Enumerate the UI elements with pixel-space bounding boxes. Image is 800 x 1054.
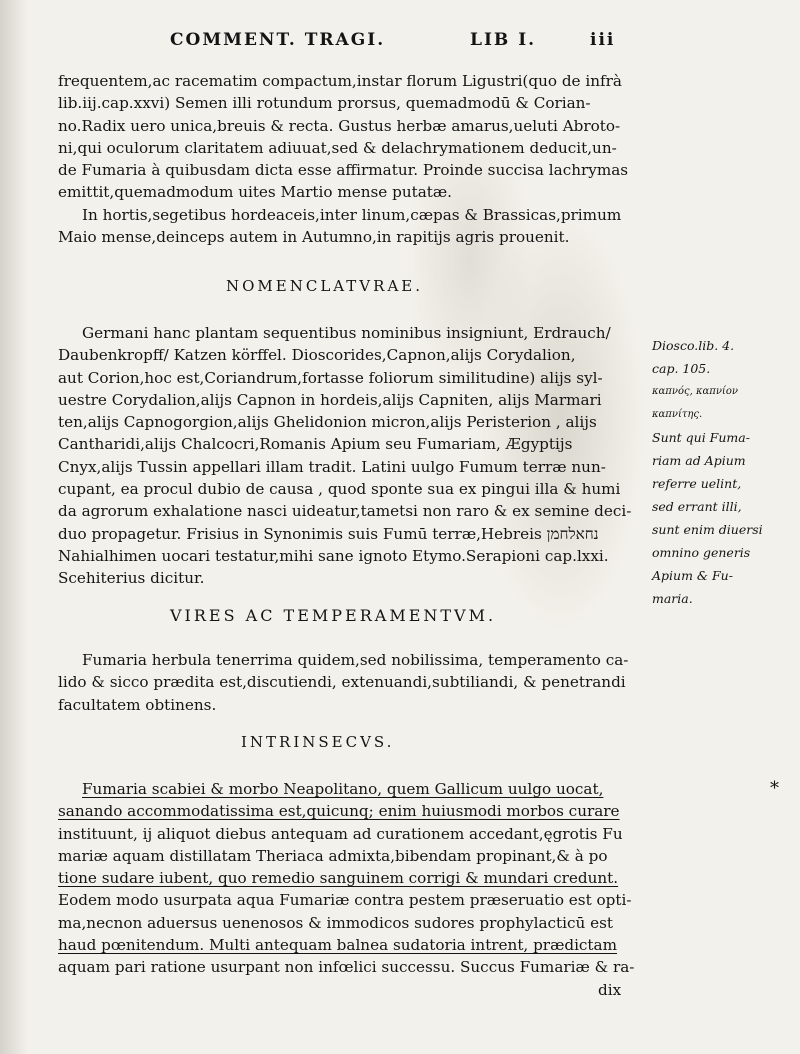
paragraph-intrinsecus <box>58 778 634 979</box>
text-line: facultatem obtinens. <box>58 695 217 714</box>
margin-line: sunt enim diuersi <box>652 522 763 537</box>
margin-line: Diosco.lib. 4. <box>652 338 735 353</box>
running-head-book: LIB I. <box>470 30 537 50</box>
running-head <box>170 30 670 50</box>
text-line: no.Radix uero unica,breuis & recta. Gustus herbæ amarus,ueluti Abroto- <box>58 116 621 135</box>
text-line: ma,necnon aduersus uenenosos & immodicos sudores prophylacticū est <box>58 913 614 932</box>
text-line: ten,alijs Capnogorgion,alijs Ghelidonion micron,alijs Peristerion , alijs <box>58 413 597 432</box>
text-line: Daubenkropff/ Katzen körffel. Dioscorides,Capnon,alijs Corydalion, <box>58 346 576 365</box>
text-line: Cnyx,alijs Tussin appellari illam tradit. Latini uulgo Fumum terræ nun- <box>58 457 606 476</box>
margin-line: maria. <box>652 591 693 606</box>
text-line: aquam pari ratione usurpant non infœlici successu. Succus Fumariæ & ra- <box>58 958 635 977</box>
margin-line: καπνίτης. <box>652 409 703 420</box>
text-line-underlined: sanando accommodatissima est,quicunq; enim huiusmodi morbos curare <box>58 802 620 821</box>
text-line: Fumaria herbula tenerrima quidem,sed nobilissima, temperamento ca- <box>82 651 629 669</box>
section-heading-nomenclaturae: NOMENCLATVRAE. <box>226 277 423 295</box>
text-line-underlined: haud pœnitendum. Multi antequam balnea sudatoria intrent, prædictam <box>58 936 617 955</box>
margin-line: referre uelint, <box>652 476 742 491</box>
text-line: aut Corion,hoc est,Coriandrum,fortasse foliorum similitudine) alijs syl- <box>58 368 603 387</box>
text-line: Germani hanc plantam sequentibus nominibus insigniunt, Erdrauch/ <box>82 324 611 342</box>
running-head-title: COMMENT. TRAGI. <box>170 30 386 50</box>
margin-line: omnino generis <box>652 545 751 560</box>
text-line: In hortis,segetibus hordeaceis,inter linum,cæpas & Brassicas,primum <box>82 205 622 224</box>
text-line: Scehiterius dicitur. <box>58 569 205 588</box>
text-line-underlined: Fumaria scabiei & morbo Neapolitano, quem Gallicum uulgo uocat, <box>82 780 604 798</box>
text-line: cupant, ea procul dubio de causa , quod sponte sua ex pingui illa & humi <box>58 480 621 499</box>
margin-note <box>652 334 763 610</box>
margin-line: sed errant illi, <box>652 499 742 514</box>
catchword: dix <box>598 981 622 999</box>
text-line: lib.iij.cap.xxvi) Semen illi rotundum prorsus, quemadmodū & Corian- <box>58 94 591 113</box>
text-line: emittit,quemadmodum uites Martio mense putatæ. <box>58 183 452 202</box>
section-heading-vires: VIRES AC TEMPERAMENTVM. <box>170 606 497 625</box>
text-line: da agrorum exhalatione nasci uideatur,tametsi non raro & ex semine deci- <box>58 502 632 521</box>
text-line: Nahialhimen uocari testatur,mihi sane ignoto Etymo.Serapioni cap.lxxi. <box>58 546 609 565</box>
text-line: ni,qui oculorum claritatem adiuuat,sed & delachrymationem deducit,un- <box>58 138 617 157</box>
margin-line: Apium & Fu- <box>652 568 733 583</box>
text-line: duo propagetur. Frisius in Synonimis suis Fumū terræ,Hebreis נחאלחמן <box>58 524 599 543</box>
margin-line: riam ad Apium <box>652 453 746 468</box>
text-line: mariæ aquam distillatam Theriaca admixta,bibendam propinant,& à po <box>58 846 608 865</box>
text-line: lido & sicco prædita est,discutiendi, extenuandi,subtiliandi, & penetrandi <box>58 673 626 692</box>
text-line: Cantharidi,alijs Chalcocri,Romanis Apium seu Fumariam, Ægyptijs <box>58 435 573 454</box>
text-line: Maio mense,deinceps autem in Autumno,in rapitijs agris prouenit. <box>58 228 570 247</box>
text-line: frequentem,ac racematim compactum,instar florum Ligustri(quo de infrà <box>58 72 622 90</box>
section-heading-intrinsecus: INTRINSECVS. <box>241 733 395 751</box>
paragraph-description <box>58 70 628 248</box>
page-number: iii <box>590 30 616 50</box>
text-line: instituunt, ij aliquot diebus antequam ad curationem accedant,ęgrotis Fu <box>58 824 623 843</box>
margin-line: καπνός, καπνίον <box>652 386 738 397</box>
text-line: uestre Corydalion,alijs Capnon in hordeis,alijs Capniten, alijs Marmari <box>58 390 602 409</box>
text-line: Eodem modo usurpata aqua Fumariæ contra pestem præseruatio est opti- <box>58 891 632 910</box>
paragraph-vires <box>58 649 628 716</box>
text-line-underlined: tione sudare iubent, quo remedio sanguinem corrigi & mundari credunt. <box>58 869 619 888</box>
margin-line: cap. 105. <box>652 361 711 376</box>
margin-asterisk: * <box>770 778 779 799</box>
margin-line: Sunt qui Fuma- <box>652 430 750 445</box>
paragraph-nomenclaturae <box>58 322 631 590</box>
text-line: de Fumaria à quibusdam dicta esse affirmatur. Proinde succisa lachrymas <box>58 161 629 180</box>
